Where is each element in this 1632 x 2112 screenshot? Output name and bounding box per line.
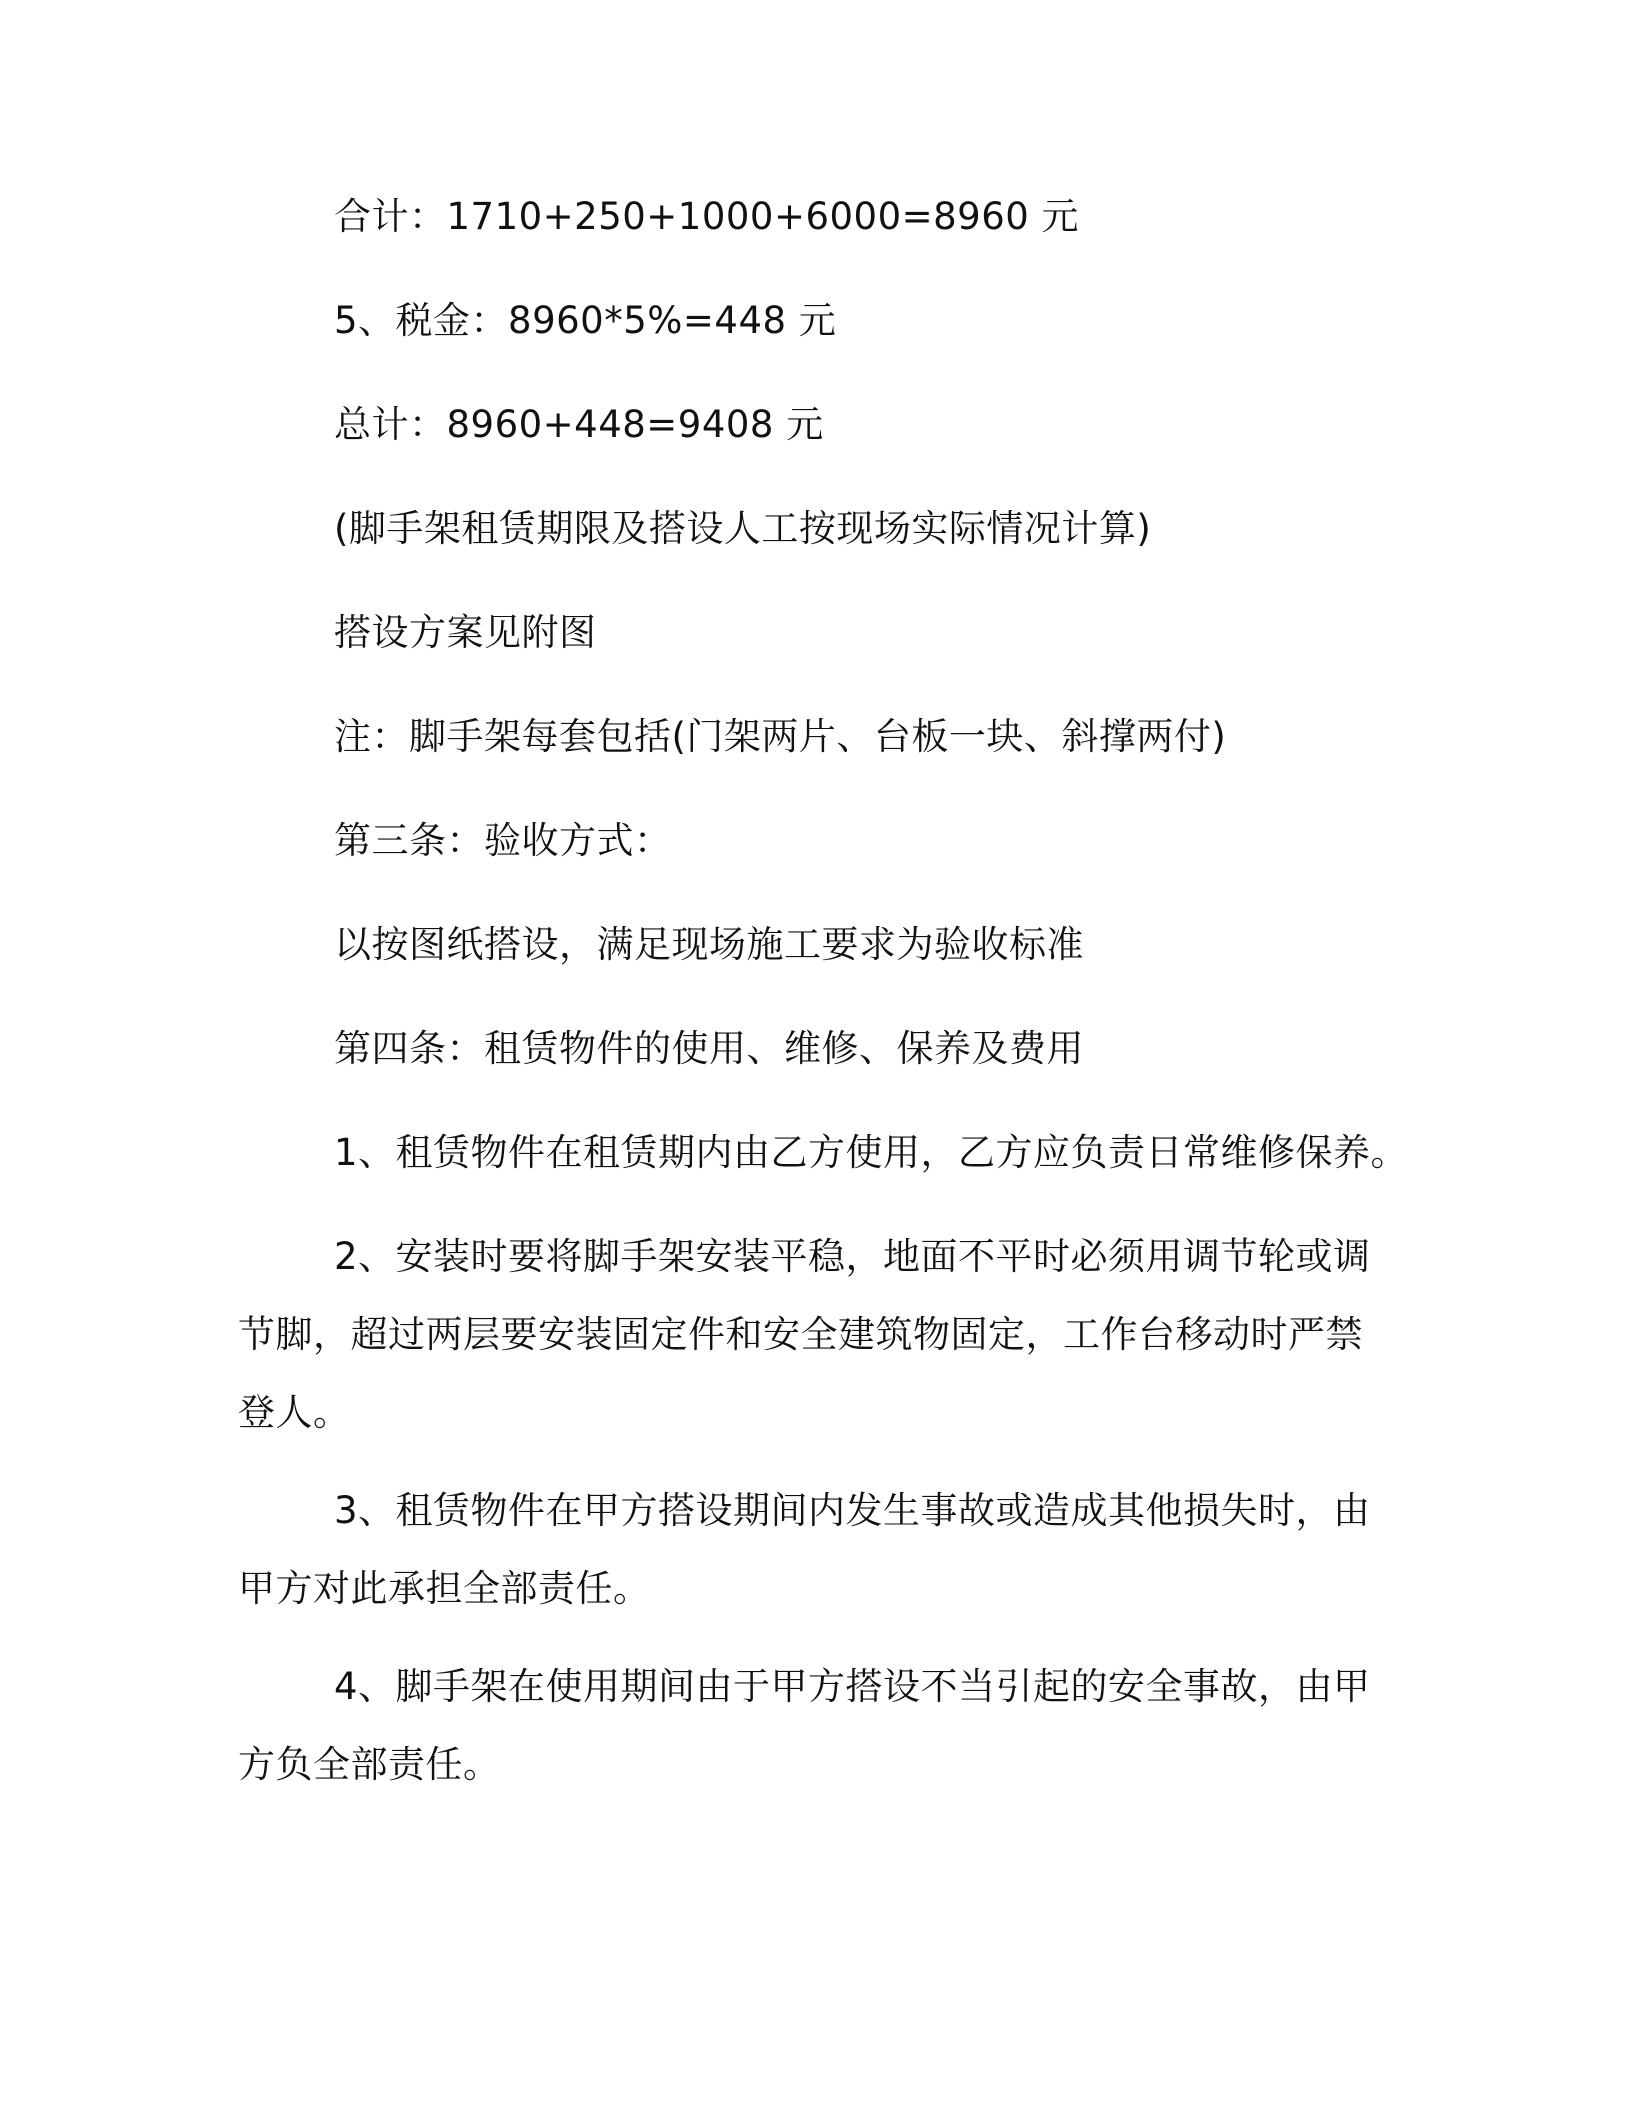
grand-total-line: 总计：8960+448=9408 元 <box>334 403 824 446</box>
lease-term-note: (脚手架租赁期限及搭设人工按现场实际情况计算) <box>334 507 1152 550</box>
clause-4-line-2: 方负全部责任。 <box>238 1743 501 1786</box>
clause-4-line-1: 4、脚手架在使用期间由于甲方搭设不当引起的安全事故，由甲 <box>334 1665 1371 1708</box>
tax-line: 5、税金：8960*5%=448 元 <box>334 299 837 342</box>
article-three-heading: 第三条：验收方式： <box>334 819 672 862</box>
acceptance-standard: 以按图纸搭设，满足现场施工要求为验收标准 <box>334 923 1084 966</box>
total-line: 合计：1710+250+1000+6000=8960 元 <box>334 195 1080 238</box>
clause-2-line-1: 2、安装时要将脚手架安装平稳，地面不平时必须用调节轮或调 <box>334 1235 1371 1278</box>
plan-reference: 搭设方案见附图 <box>334 611 597 654</box>
clause-3-line-2: 甲方对此承担全部责任。 <box>238 1567 651 1610</box>
clause-3-line-1: 3、租赁物件在甲方搭设期间内发生事故或造成其他损失时，由 <box>334 1489 1371 1532</box>
clause-2-line-2: 节脚，超过两层要安装固定件和安全建筑物固定，工作台移动时严禁 <box>238 1313 1363 1356</box>
clause-2-line-3: 登人。 <box>238 1391 351 1434</box>
article-four-heading: 第四条：租赁物件的使用、维修、保养及费用 <box>334 1027 1084 1070</box>
scaffold-set-note: 注：脚手架每套包括(门架两片、台板一块、斜撑两付) <box>334 715 1227 758</box>
clause-1: 1、租赁物件在租赁期内由乙方使用，乙方应负责日常维修保养。 <box>334 1131 1409 1174</box>
